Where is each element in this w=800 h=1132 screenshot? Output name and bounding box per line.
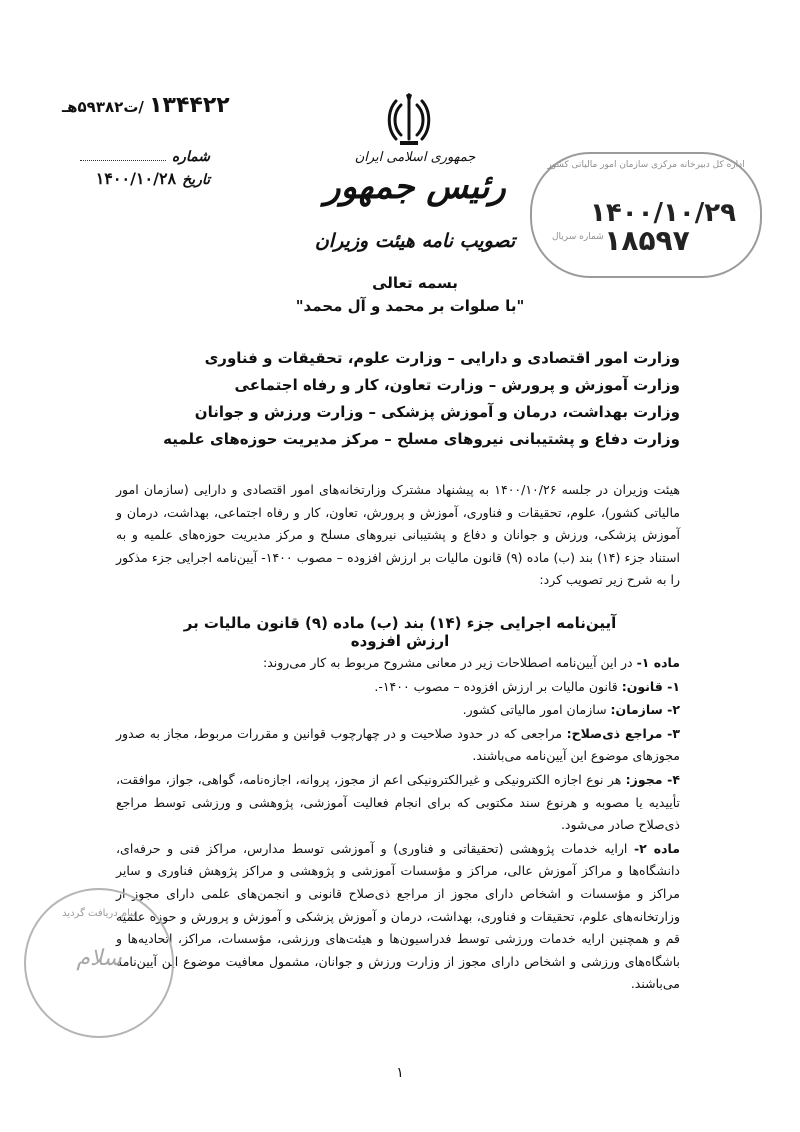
article-2 bbox=[116, 838, 680, 996]
article-2-label: ماده ۲- bbox=[633, 840, 680, 856]
reference-number-suffix: /ت۵۹۳۸۲هـ bbox=[62, 98, 144, 116]
received-stamp bbox=[530, 152, 762, 278]
ministry-line: وزارت امور اقتصادی و دارایی – وزارت علوم، تحقیقات و فناوری bbox=[204, 349, 680, 367]
reference-number-main: ۱۳۴۴۲۲ bbox=[149, 93, 230, 118]
received-stamp-number-label: شماره سریال bbox=[552, 232, 604, 242]
articles-section bbox=[116, 652, 680, 997]
emblem-icon bbox=[386, 93, 432, 147]
definition-authorities bbox=[116, 723, 680, 768]
letter-meta bbox=[80, 146, 210, 191]
definition-law bbox=[116, 676, 680, 699]
definition-law-text: قانون مالیات بر ارزش افزوده – مصوب ۱۴۰۰-. bbox=[374, 678, 622, 694]
reference-number bbox=[62, 93, 230, 118]
definition-organization bbox=[116, 699, 680, 722]
round-stamp bbox=[24, 888, 174, 1038]
definition-organization-label: ۲- سازمان: bbox=[610, 702, 680, 718]
definition-law-label: ۱- قانون: bbox=[621, 678, 680, 694]
date-row bbox=[80, 168, 210, 191]
ministry-line: وزارت دفاع و پشتیبانی نیروهای مسلح – مرکز مدیریت حوزه‌های علمیه bbox=[163, 430, 680, 448]
definition-permit-label: ۴- مجوز: bbox=[625, 771, 680, 787]
cabinet-approval-title: تصویب نامه هیئت وزیران bbox=[314, 230, 516, 252]
page-number: ۱ bbox=[396, 1065, 404, 1081]
president-title: رئیس جمهور bbox=[324, 167, 506, 207]
intro-paragraph: هیئت وزیران در جلسه ۱۴۰۰/۱۰/۲۶ به پیشنهاد مشترک وزارتخانه‌های امور اقتصادی و دارایی (سازمان امور مالیاتی کشور)، علوم، تحقیقات و فناوری، آموزش و پرورش، تعاون، کار و رفاه اجتماعی، بهداشت، درمان و آموزش پزشکی، ورزش و جوانان و دفاع و پشتیبانی نیروهای مسلح و مرکز مدیریت حوزه‌های علمیه و به استناد جزء (۱۴) بند (ب) ماده (۹) قانون مالیات بر ارزش افزوده – مصوب ۱۴۰۰- آیین‌نامه اجرایی جزء مذکور را به شرح زیر تصویب کرد: bbox=[116, 482, 681, 588]
received-stamp-ring-text: اداره کل دبیرخانه مرکزی سازمان امور مالیاتی کشور bbox=[547, 160, 745, 170]
received-stamp-date: ۱۴۰۰/۱۰/۲۹ bbox=[590, 198, 736, 228]
round-stamp-center: سلام bbox=[76, 946, 122, 971]
salavat-line: "با صلوات بر محمد و آل محمد" bbox=[295, 297, 525, 315]
definition-permit bbox=[116, 769, 680, 837]
number-row bbox=[80, 146, 210, 168]
number-dots bbox=[80, 148, 166, 161]
date-label: تاریخ bbox=[182, 172, 210, 188]
article-1-text: در این آیین‌نامه اصطلاحات زیر در معانی مشروح مربوط به کار می‌روند: bbox=[262, 655, 637, 670]
regulation-title: آیین‌نامه اجرایی جزء (۱۴) بند (ب) ماده (۹) قانون مالیات بر ارزش افزوده bbox=[183, 614, 617, 650]
bismillah: بسمه تعالی bbox=[372, 274, 458, 292]
definition-authorities-label: ۳- مراجع ذی‌صلاح: bbox=[566, 725, 681, 741]
received-stamp-number: ۱۸۵۹۷ bbox=[604, 224, 690, 257]
ministries-list bbox=[120, 345, 680, 453]
definition-permit-text: هر نوع اجازه الکترونیکی و غیرالکترونیکی اعم از مجوز، پروانه، اجازه‌نامه، گواهی، جواز، موافقت، تأییدیه یا مصوبه و هرنوع سند مکتوبی که برای انجام فعالیت آموزشی، پژوهشی و ورزشی توسط مراجع ذی‌صلاح صادر می‌شود. bbox=[116, 771, 680, 833]
ministry-line: وزارت بهداشت، درمان و آموزش پزشکی – وزارت ورزش و جوانان bbox=[194, 403, 680, 421]
article-1-label: ماده ۱- bbox=[636, 655, 680, 670]
article-2-text: ارایه خدمات پژوهشی (تحقیقاتی و فناوری) و آموزشی توسط مدارس، مراکز فنی و حرفه‌ای، دانشگاه‌ها و مراکز آموزش عالی، مراکز و مؤسسات آموزشی و پژوهشی و مراکز پژوهش فناوری و سایر مراکز و مؤسسات و اشخاص دارای مجوز از مراجع ذی‌صلاح قانونی و انجمن‌های علمی دارای مجوز از وزارتخانه‌های علوم، تحقیقات و فناوری، بهداشت، درمان و آموزش پزشکی و آموزش و پرورش و حوزه علمیه قم و همچنین ارایه خدمات ورزشی توسط فدراسیون‌ها و هیئت‌های ورزشی، مؤسسات، مراکز، اتحادیه‌ها و باشگاه‌های ورزشی و اشخاص دارای مجوز از وزارت ورزش و جوانان، مشمول معافیت موضوع این آیین‌نامه می‌باشند. bbox=[116, 840, 680, 992]
number-label: شماره bbox=[171, 149, 210, 165]
republic-title: جمهوری اسلامی ایران bbox=[354, 150, 476, 165]
date-value: ۱۴۰۰/۱۰/۲۸ bbox=[95, 169, 177, 188]
ministry-line: وزارت آموزش و پرورش – وزارت تعاون، کار و رفاه اجتماعی bbox=[234, 376, 680, 394]
definition-organization-text: سازمان امور مالیاتی کشور. bbox=[462, 702, 611, 718]
round-stamp-ring-text: پیام دریافت گردید bbox=[62, 908, 136, 919]
article-1 bbox=[116, 652, 680, 675]
definition-authorities-text: مراجعی که در حدود صلاحیت و در چهارچوب قوانین و مقررات مربوط، مجاز به صدور مجوزهای موضوع این آیین‌نامه می‌باشند. bbox=[116, 725, 680, 764]
